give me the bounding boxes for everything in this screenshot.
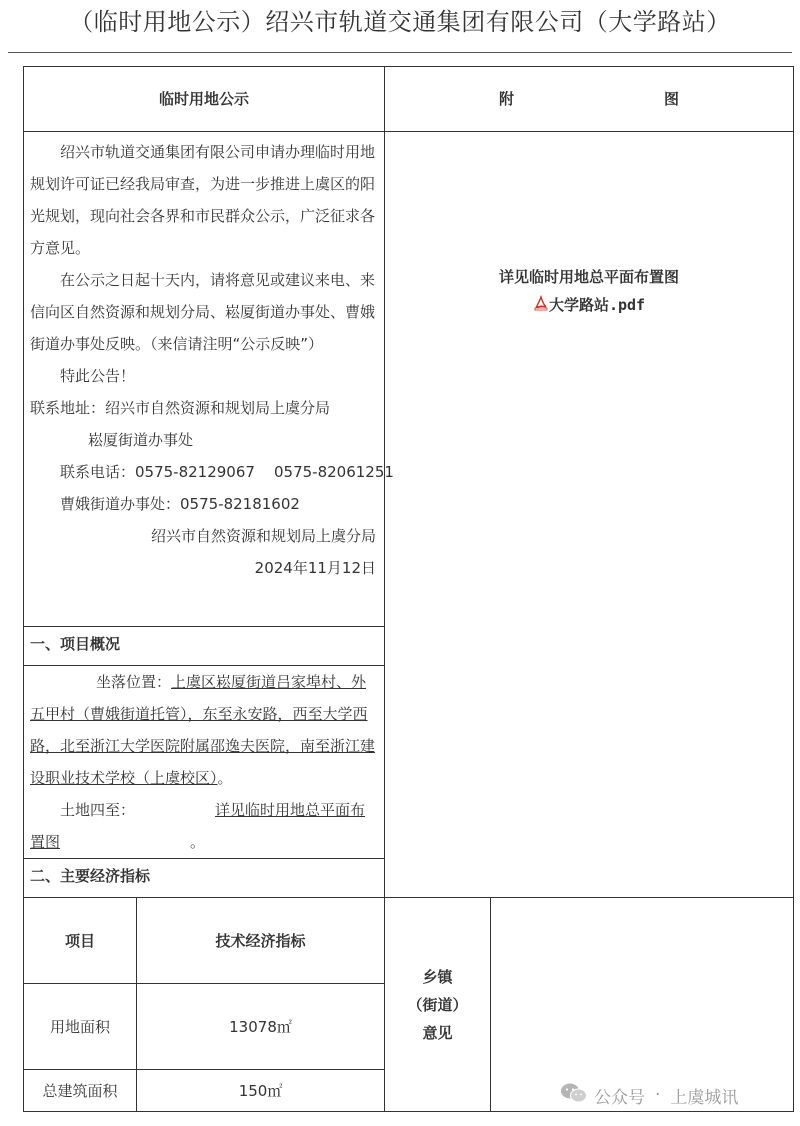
row-area-value: 13078㎡ bbox=[229, 1017, 292, 1036]
location-text: 上虞区崧厦街道吕家埠村、外五甲村（曹娥街道托管），东至永安路，西至大学西路，北至浙江大学医院附属邵逸夫医院，南至浙江建设职业技术学校（上虞校区） bbox=[30, 673, 376, 787]
col-indicator-header bbox=[137, 898, 385, 984]
location-paragraph bbox=[30, 666, 376, 794]
contact-phone: 联系电话：0575-82129067 0575-82061251 bbox=[60, 463, 394, 481]
header-attachment-label-a: 附 bbox=[499, 90, 515, 108]
header-attachment bbox=[385, 67, 794, 132]
attachment-cell bbox=[385, 132, 794, 898]
header-attachment-label-b: 图 bbox=[664, 90, 680, 108]
watermark-separator: · bbox=[655, 1085, 661, 1105]
town-label-3: 意见 bbox=[422, 1023, 453, 1042]
table-row-value bbox=[137, 1070, 385, 1112]
table-row-item bbox=[24, 1070, 137, 1112]
contact-address-2: 崧厦街道办事处 bbox=[88, 431, 194, 449]
location-end: 。 bbox=[217, 769, 233, 787]
section1-heading-cell bbox=[24, 627, 385, 666]
title-divider bbox=[8, 52, 792, 53]
boundary-text-a: 详见临时用地总平面 bbox=[215, 801, 351, 819]
notice-para-1: 绍兴市轨道交通集团有限公司申请办理临时用地规划许可证已经我局审查，为进一步推进上虞区的阳光规划，现向社会各界和市民群众公示，广泛征求各方意见。 bbox=[30, 143, 376, 257]
town-label-2: （街道） bbox=[407, 995, 468, 1014]
signature: 绍兴市自然资源和规划局上虞分局 bbox=[151, 527, 377, 545]
watermark bbox=[560, 1080, 738, 1110]
row-building-value: 150㎡ bbox=[238, 1081, 283, 1100]
header-notice bbox=[24, 67, 385, 132]
watermark-account: 上虞城讯 bbox=[670, 1087, 739, 1108]
town-opinion-label-cell bbox=[385, 898, 491, 1112]
notice-para-2: 在公示之日起十天内，请将意见或建议来电、来信向区自然资源和规划分局、崧厦街道办事处、曹娥街道办事处反映。（来信请注明“公示反映”） bbox=[30, 271, 376, 353]
notice-table bbox=[23, 66, 794, 1112]
section2-heading-cell bbox=[24, 859, 385, 898]
boundary-label: 土地四至： bbox=[60, 801, 136, 819]
section2-heading: 二、主要经济指标 bbox=[30, 867, 151, 885]
boundary-paragraph bbox=[30, 794, 376, 858]
notice-body bbox=[24, 132, 394, 627]
contact-address: 联系地址：绍兴市自然资源和规划局上虞分局 bbox=[30, 399, 331, 417]
page-title: （临时用地公示）绍兴市轨道交通集团有限公司（大学路站） bbox=[69, 8, 731, 36]
col-indicator-label: 技术经济指标 bbox=[215, 931, 306, 950]
caoe-phone: 曹娥街道办事处：0575-82181602 bbox=[60, 495, 300, 513]
table-row-value bbox=[137, 984, 385, 1070]
wechat-icon bbox=[560, 1082, 588, 1109]
col-item-label: 项目 bbox=[64, 931, 95, 950]
watermark-prefix: 公众号 bbox=[594, 1087, 645, 1108]
attachment-file-link[interactable] bbox=[385, 291, 793, 320]
attachment-file-name[interactable]: 大学路站.pdf bbox=[548, 296, 646, 314]
town-label-1: 乡镇 bbox=[422, 967, 453, 986]
notice-para-3: 特此公告！ bbox=[60, 367, 136, 385]
pdf-icon bbox=[533, 292, 549, 320]
row-area-label: 用地面积 bbox=[49, 1017, 110, 1036]
row-building-label: 总建筑面积 bbox=[42, 1081, 118, 1100]
section1-body bbox=[24, 666, 385, 859]
header-notice-label: 临时用地公示 bbox=[159, 90, 250, 108]
boundary-text-b: 布置图 bbox=[30, 801, 366, 851]
boundary-end: 。 bbox=[190, 833, 206, 851]
col-item-header bbox=[24, 898, 137, 984]
table-row-item bbox=[24, 984, 137, 1070]
section1-heading: 一、项目概况 bbox=[30, 635, 121, 653]
location-label: 坐落位置： bbox=[96, 673, 172, 691]
notice-date: 2024年11月12日 bbox=[254, 559, 377, 577]
attachment-title: 详见临时用地总平面布置图 bbox=[499, 268, 680, 286]
